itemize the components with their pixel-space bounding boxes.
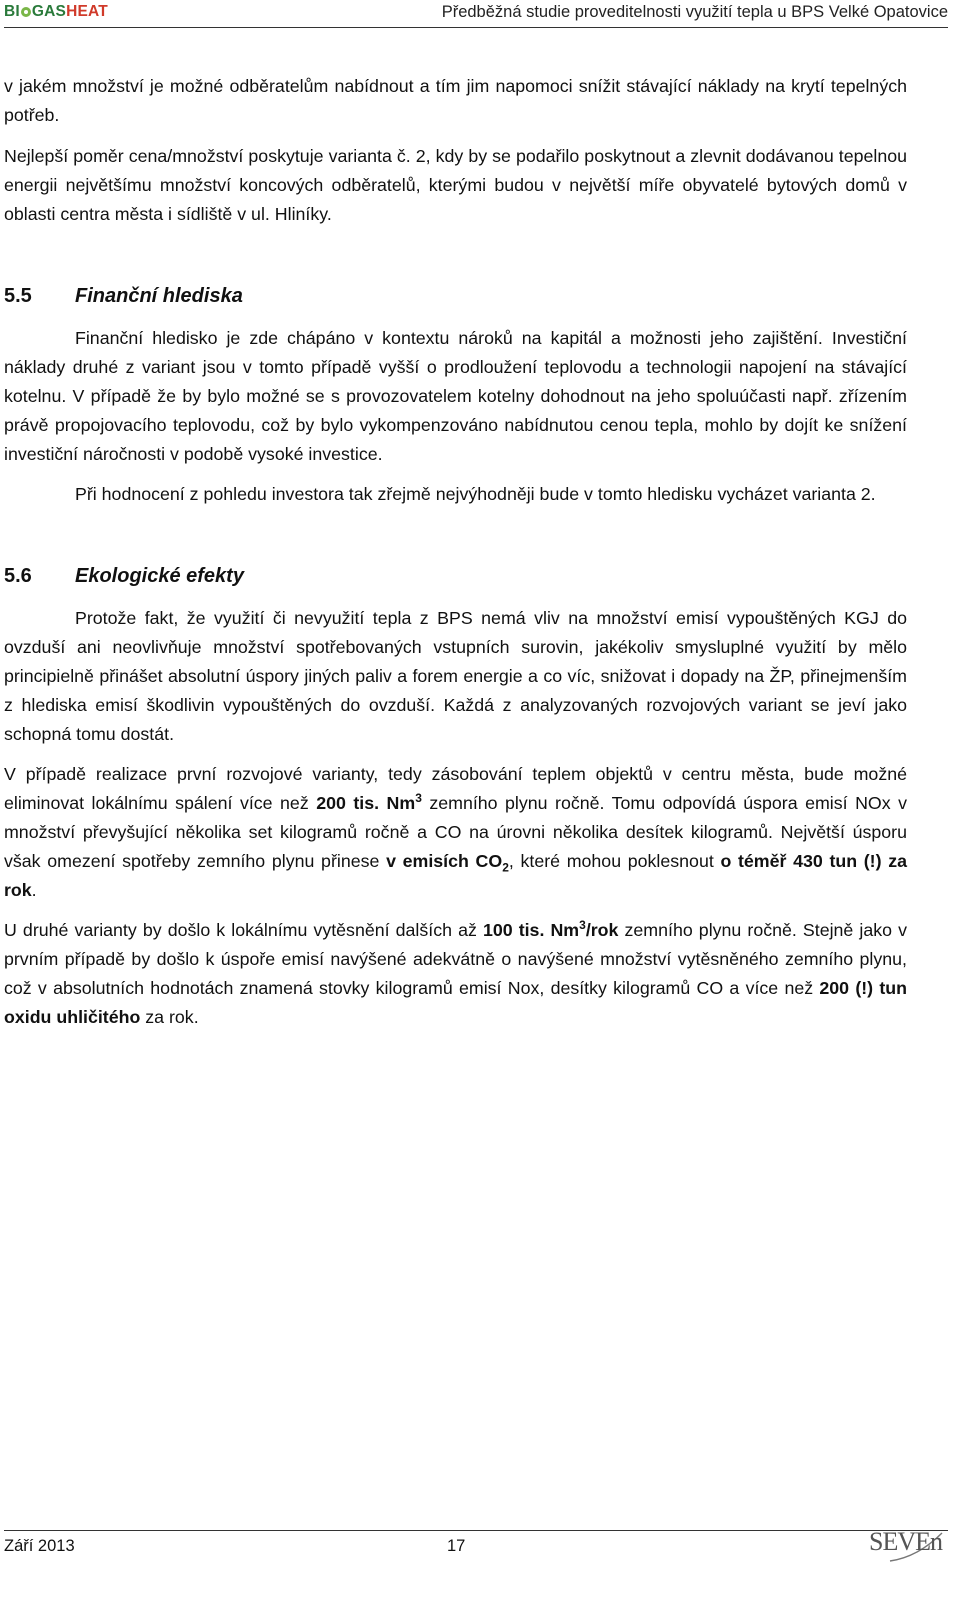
- footer-date: Září 2013: [4, 1537, 75, 1555]
- section-number: 5.6: [4, 565, 32, 587]
- text-run: V případě realizace první rozvojové varianty, tedy zásobování teplem objektů v centru města, bude možné eliminovat lokálnímu spálení více než: [4, 764, 907, 813]
- text-run: U druhé varianty by došlo k lokálnímu vytěsnění dalších až: [4, 920, 483, 940]
- seven-logo-text: SEVEn: [869, 1527, 942, 1556]
- paragraph: v jakém množství je možné odběratelům nabídnout a tím jim napomoci snížit stávající náklady na krytí tepelných potřeb.: [4, 76, 907, 125]
- paragraph: Finanční hledisko je zde chápáno v kontextu nároků na kapitál a možnosti jeho zajištění. Investiční náklady druhé z variant jsou v tomto případě vyšší o prodloužení teplovodu a technologii napojení na stávající kotelnu. V případě že by bylo možné se s provozovatelem kotelny dohodnout na jeho spoluúčasti např. zřízením právě propojovacího teplovodu, což by bylo vykompenzováno nabídnutou cenou tepla, mohlo by dojít ke snížení investiční náročnosti v podobě vysoké investice.: [4, 328, 907, 464]
- page-footer: [4, 1527, 948, 1571]
- document-body: [4, 72, 907, 1032]
- paragraph: [4, 916, 907, 1032]
- logo-gas: GAS: [31, 3, 67, 20]
- paragraph: Při hodnocení z pohledu investora tak zřejmě nejvýhodněji bude v tomto hledisku vycházet varianta 2.: [75, 484, 876, 504]
- superscript: 3: [579, 918, 586, 933]
- bold-run: 200 tis. Nm: [316, 793, 416, 813]
- section-heading-5-5: [4, 282, 907, 311]
- section-number: 5.5: [4, 285, 32, 307]
- section-heading-5-6: [4, 562, 907, 591]
- bold-run: /rok: [585, 920, 619, 940]
- biogasheat-logo: [4, 3, 108, 21]
- seven-logo: [869, 1527, 948, 1567]
- subscript: 2: [502, 860, 509, 875]
- bold-run: v emisích CO: [386, 851, 503, 871]
- logo-bio: BI: [4, 3, 20, 20]
- text-run: za rok.: [140, 1007, 199, 1027]
- paragraph: Nejlepší poměr cena/množství poskytuje varianta č. 2, kdy by se podařilo poskytnout a zlevnit dodávanou tepelnou energii největšímu množství koncových odběratelů, kterými budou v největší míře obyvatelé bytových domů v oblasti centra města i sídliště v ul. Hliníky.: [4, 146, 907, 224]
- page-number: 17: [447, 1537, 466, 1555]
- bold-run: 100 tis. Nm: [482, 920, 580, 940]
- text-run: zemního plynu ročně. Stejně jako v prvním případě by došlo k úspoře emisí navýšené adekvátně o navýšené množství vytěsněného zemního plynu, což v absolutních hodnotách znamená stovky kilogramů emisí Nox, desítky kilogramů CO a více než: [4, 920, 907, 998]
- logo-heat: HEAT: [66, 3, 108, 20]
- section-title: Ekologické efekty: [75, 565, 244, 587]
- header-title: Předběžná studie proveditelnosti využití tepla u BPS Velké Opatovice: [441, 3, 948, 21]
- logo-o-icon: [21, 7, 31, 17]
- text-run: , které mohou poklesnout: [508, 851, 721, 871]
- page-header: [4, 0, 948, 28]
- bold-run: o téměř 430 tun (!) za rok: [4, 851, 907, 900]
- paragraph: Protože fakt, že využití či nevyužití tepla z BPS nemá vliv na množství emisí vypouštěných KGJ do ovzduší ani neovlivňuje množství spotřebovaných vstupních surovin, jakékoliv smysluplné využití by mělo principielně přinášet absolutní úspory jiných paliv a forem energie a co víc, snižovat i dopady na ŽP, přinejmenším z hlediska emisí škodlivin vypouštěných do ovzduší. Každá z analyzovaných rozvojových variant se jeví jako schopná tomu dostát.: [4, 608, 907, 744]
- paragraph: [4, 760, 907, 905]
- text-run: zemního plynu ročně. Tomu odpovídá úspora emisí NOx v množství převyšující několika set kilogramů ročně a CO na úrovni několika desítek kilogramů. Největší úsporu však omezení spotřeby zemního plynu přinese: [4, 793, 908, 871]
- superscript: 3: [415, 791, 422, 806]
- text-run: .: [31, 880, 37, 900]
- bold-run: 200 (!) tun oxidu uhličitého: [4, 978, 907, 1027]
- section-title: Finanční hlediska: [75, 285, 243, 307]
